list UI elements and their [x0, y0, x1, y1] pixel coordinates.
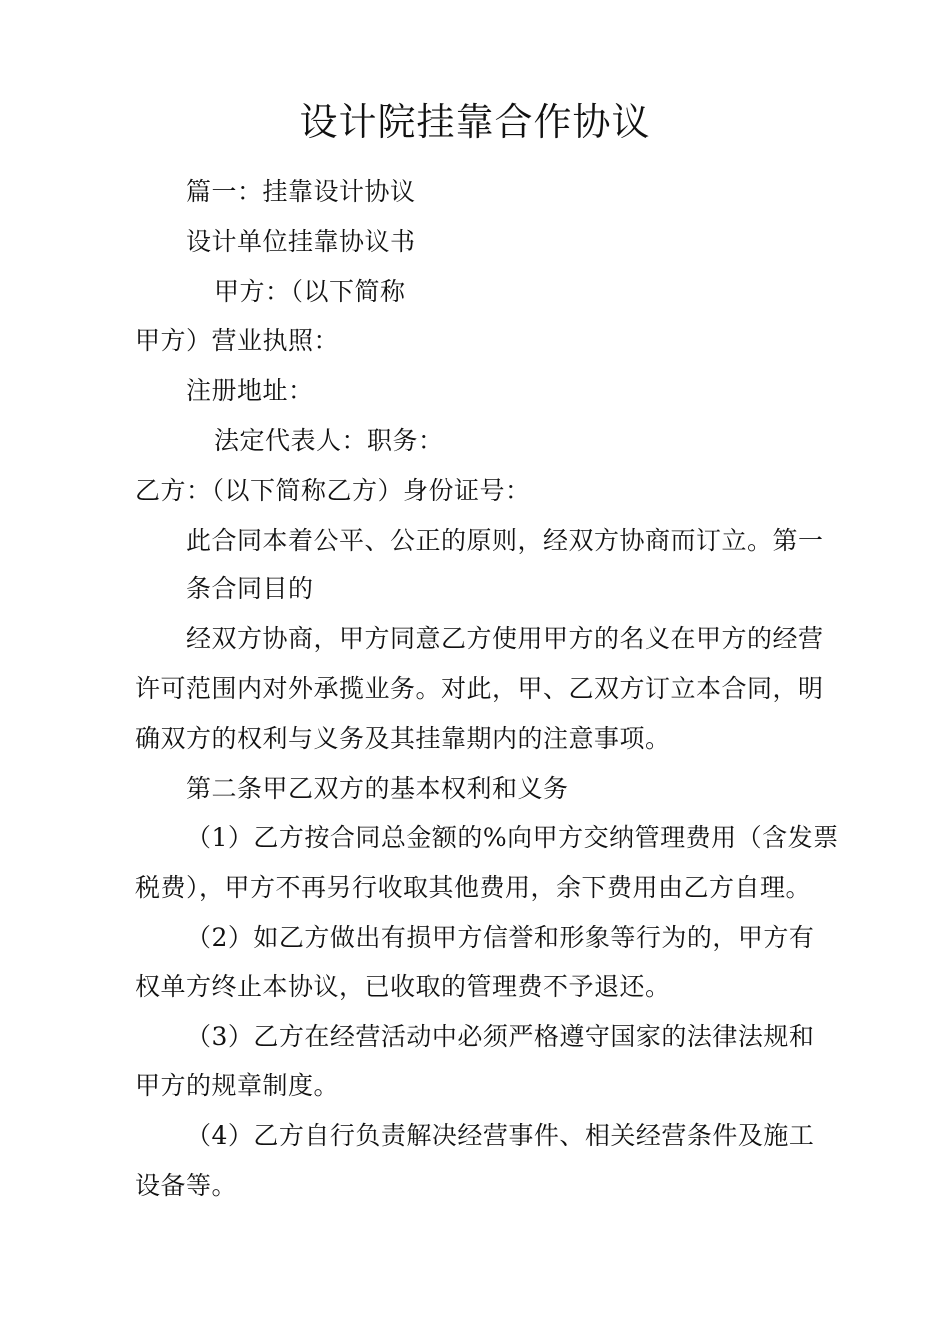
text-line-preamble: 此合同本着公平、公正的原则，经双方协商而订立。第一: [186, 526, 824, 555]
text-line-registered-address: 注册地址：: [186, 376, 314, 405]
text-line-party-b: 乙方：（以下简称乙方）身份证号：: [135, 476, 531, 505]
text-line-clause-2-b: 权单方终止本协议，已收取的管理费不予退还。: [135, 972, 671, 1001]
text-line-business-license: 甲方）营业执照：: [135, 326, 340, 355]
text-line-article-1-body-2: 许可范围内对外承揽业务。对此，甲、乙双方订立本合同，明: [135, 674, 824, 703]
text-line-clause-3-b: 甲方的规章制度。: [135, 1071, 340, 1100]
text-line-part-heading: 篇一：挂靠设计协议: [186, 177, 416, 206]
text-line-clause-2-a: （2）如乙方做出有损甲方信誉和形象等行为的，甲方有: [186, 923, 815, 952]
text-line-article-1-title: 条合同目的: [186, 574, 314, 603]
text-line-clause-3-a: （3）乙方在经营活动中必须严格遵守国家的法律法规和: [186, 1022, 815, 1051]
text-line-doc-name: 设计单位挂靠协议书: [186, 227, 416, 256]
text-line-article-1-body-3: 确双方的权利与义务及其挂靠期内的注意事项。: [135, 724, 671, 753]
text-line-party-a: 甲方：（以下简称: [214, 277, 406, 306]
text-line-clause-1-a: （1）乙方按合同总金额的%向甲方交纳管理费用（含发票: [186, 823, 839, 852]
text-line-clause-1-b: 税费），甲方不再另行收取其他费用，余下费用由乙方自理。: [135, 873, 812, 902]
text-line-clause-4-a: （4）乙方自行负责解决经营事件、相关经营条件及施工: [186, 1121, 815, 1150]
text-line-clause-4-b: 设备等。: [135, 1171, 238, 1200]
text-line-article-1-body-1: 经双方协商，甲方同意乙方使用甲方的名义在甲方的经营: [186, 624, 824, 653]
text-line-legal-representative: 法定代表人：职务：: [214, 426, 444, 455]
text-line-article-2-title: 第二条甲乙双方的基本权利和义务: [186, 774, 569, 803]
document-title: 设计院挂靠合作协议: [299, 100, 651, 144]
